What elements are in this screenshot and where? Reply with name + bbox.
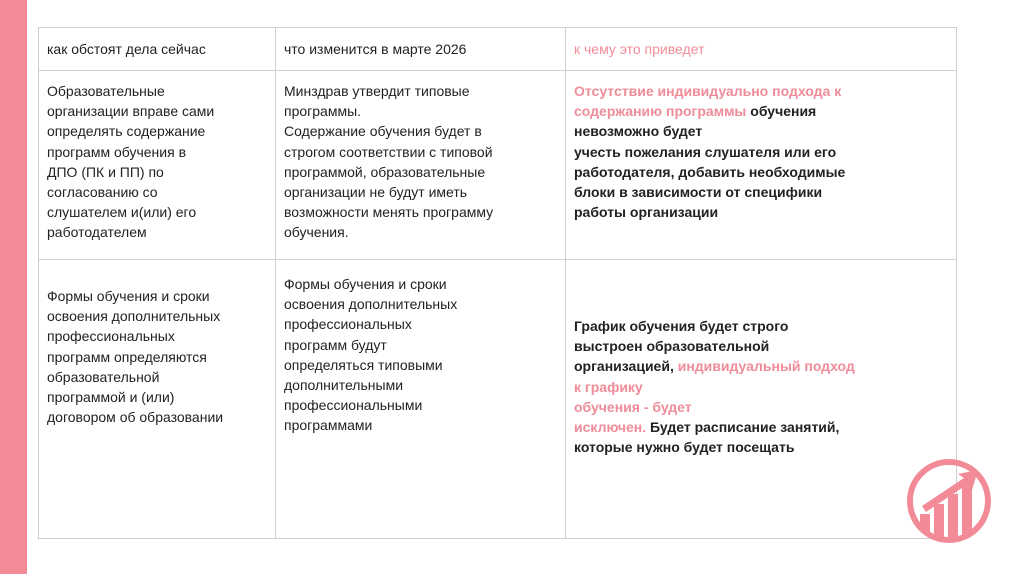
text-line: программ будут [284, 336, 387, 353]
text-line: программой, образовательные [284, 163, 486, 180]
text-line: работодателя, добавить необходимые [574, 163, 846, 180]
header-changes-label: что изменится в марте 2026 [284, 40, 467, 57]
row1-changes [276, 71, 566, 260]
text-line: которые нужно будет посещать [574, 439, 795, 456]
text-line: определять содержание [47, 123, 206, 140]
row2-changes [276, 260, 566, 539]
text-line: ДПО (ПК и ПП) по [47, 163, 164, 180]
text-line [574, 81, 948, 101]
highlight-text: содержанию программы [574, 103, 747, 120]
left-accent-band [0, 0, 27, 574]
text-line: организации не будут иметь [284, 184, 468, 201]
text-line: слушателем и(или) его [47, 204, 197, 221]
text-line: договором об образовании [47, 409, 224, 426]
text-line: График обучения будет строго [574, 318, 789, 334]
header-current-label: как обстоят дела сейчас [47, 40, 206, 57]
text-line: организации вправе сами [47, 103, 215, 120]
text-line: профессиональных [284, 316, 412, 333]
text-line: выстроен образовательной [574, 338, 770, 355]
table-header-row [39, 28, 957, 71]
text-line: к графику [574, 378, 643, 395]
text-line: профессиональными [284, 397, 423, 414]
text-line: освоения дополнительных [284, 296, 458, 313]
text-line: программами [284, 417, 373, 434]
row1-result [566, 71, 957, 260]
text-line: программ обучения в [47, 143, 187, 160]
text-line: учесть пожелания слушателя или его [574, 143, 837, 160]
comparison-table [38, 27, 957, 539]
text-line: определяться типовыми [284, 356, 443, 373]
header-result-label: к чему это приведет [574, 40, 705, 57]
plain-text: Будет расписание занятий, [646, 419, 840, 436]
text-line [574, 101, 948, 121]
row2-result [566, 260, 957, 539]
text-line: строгом соответствии с типовой [284, 143, 493, 160]
growth-chart-icon [906, 458, 992, 544]
highlight-text: Отсутствие индивидуально подхода к [574, 83, 842, 99]
plain-text: организацией, [574, 358, 678, 375]
text-line: программ определяются [47, 348, 207, 365]
header-changes [276, 28, 566, 71]
text-line [574, 417, 948, 437]
text-line: обучения - будет [574, 398, 692, 415]
highlight-text: исключен. [574, 419, 647, 436]
text-line: работы организации [574, 204, 719, 221]
text-line: работодателем [47, 224, 147, 241]
text-line: блоки в зависимости от специфики [574, 184, 823, 201]
text-line: Содержание обучения будет в [284, 123, 482, 140]
text-line: дополнительными [284, 377, 404, 394]
plain-text: обучения [746, 103, 817, 120]
text-line [574, 356, 948, 376]
row2-current [39, 260, 276, 539]
text-line: невозможно будет [574, 123, 703, 140]
header-current [39, 28, 276, 71]
text-line: Минздрав утвердит типовые [284, 83, 470, 99]
table-row [39, 71, 957, 260]
text-line: согласованию со [47, 184, 158, 201]
text-line: Формы обучения и сроки [284, 276, 447, 292]
text-line: программы. [284, 103, 362, 120]
text-line: освоения дополнительных [47, 308, 221, 325]
text-line: возможности менять программу [284, 204, 494, 221]
text-line: обучения. [284, 224, 349, 241]
row1-current [39, 71, 276, 260]
text-line: образовательной [47, 368, 160, 385]
table-row [39, 260, 957, 539]
text-line: Образовательные [47, 83, 165, 99]
header-result [566, 28, 957, 71]
text-line: профессиональных [47, 328, 175, 345]
text-line: Формы обучения и сроки [47, 288, 210, 304]
highlight-text: индивидуальный подход [677, 358, 855, 375]
text-line: программой и (или) [47, 389, 175, 406]
